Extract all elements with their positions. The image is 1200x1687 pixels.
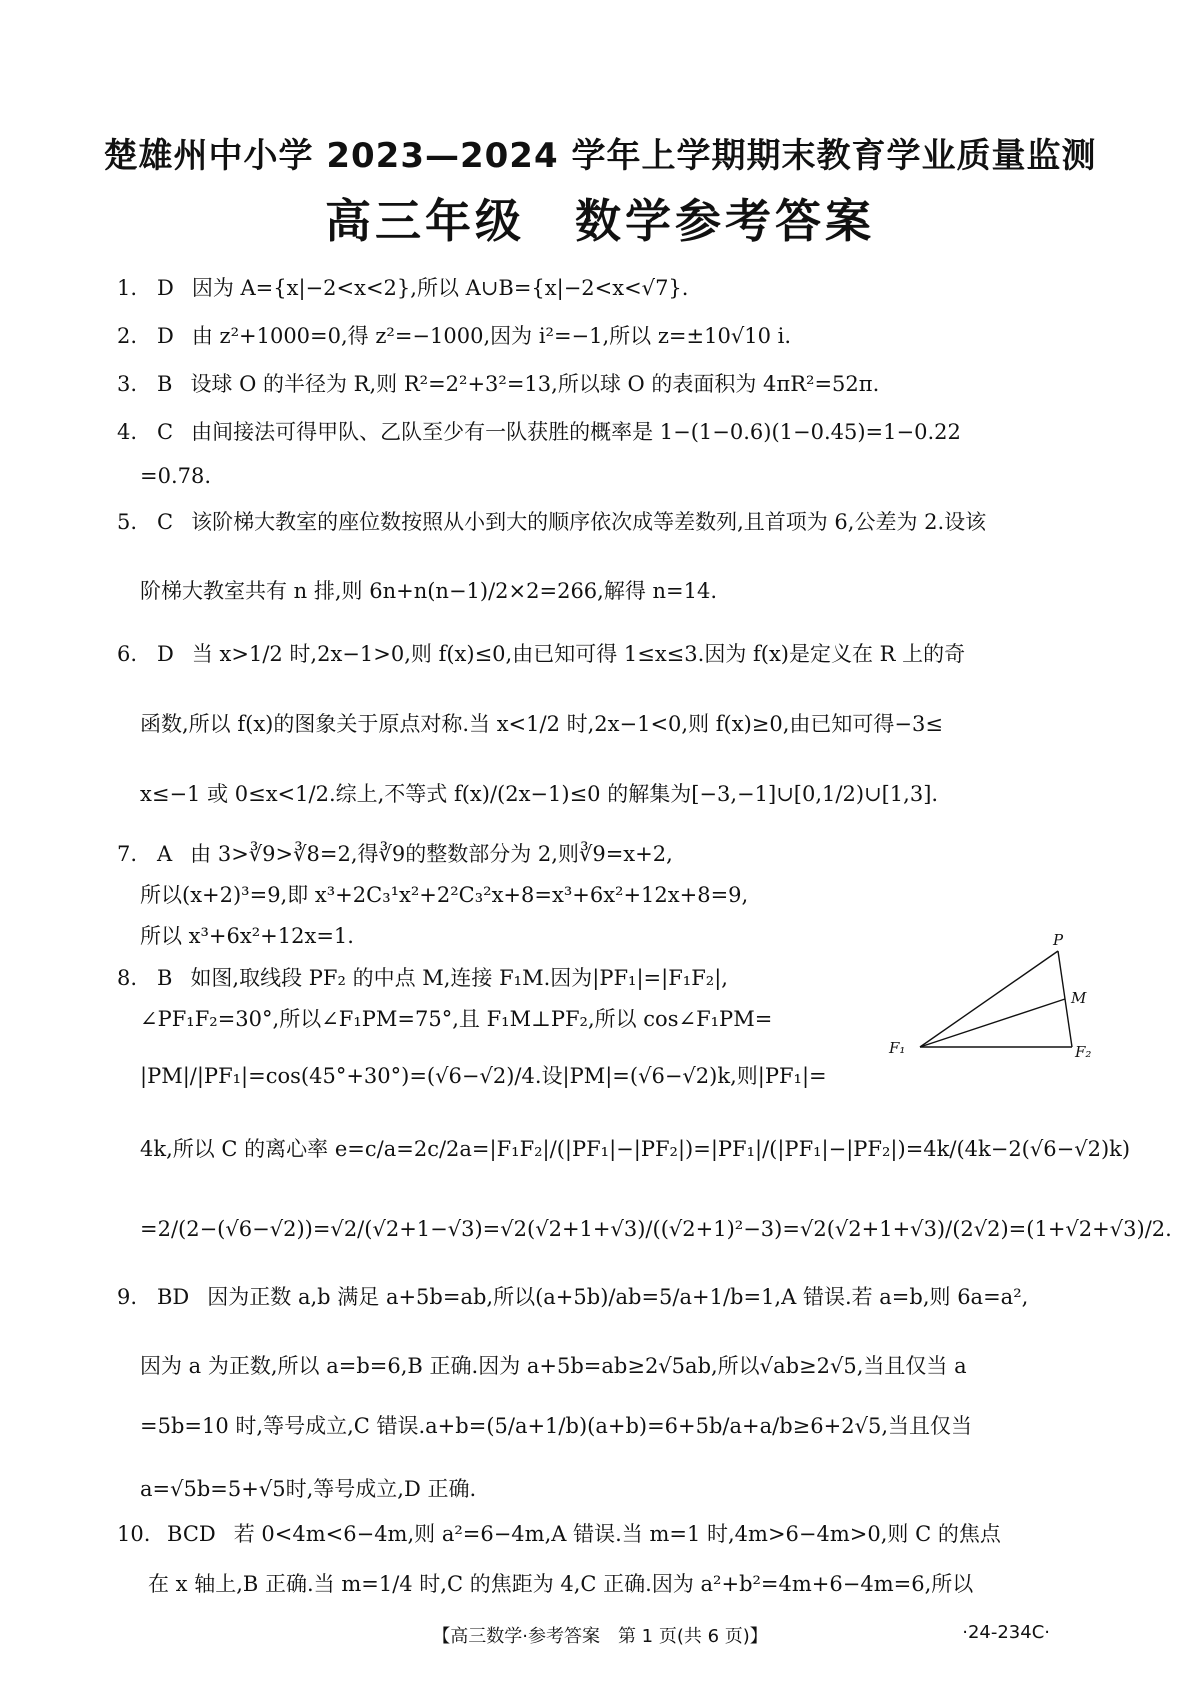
- answer-title: 高三年级 数学参考答案: [325, 194, 875, 248]
- segment-f1-m: [920, 999, 1065, 1047]
- answer-line: =5b=10 时,等号成立,C 错误.a+b=(5/a+1/b)(a+b)=6+5b/a+a/b≥6+2√5,当且仅当: [140, 1414, 972, 1438]
- footer-code: ·24-234C·: [962, 1622, 1050, 1643]
- answer-line: 所以 x³+6x²+12x=1.: [140, 924, 354, 948]
- answer-line: 3. B 设球 O 的半径为 R,则 R²=2²+3²=13,所以球 O 的表面积为 4πR²=52π.: [117, 372, 880, 396]
- segment-f1-p: [920, 951, 1058, 1047]
- label-f2: F₂: [1075, 1043, 1092, 1061]
- answer-line: =2/(2−(√6−√2))=√2/(√2+1−√3)=√2(√2+1+√3)/((√2+1)²−3)=√2(√2+1+√3)/(2√2)=(1+√2+√3)/2.: [140, 1217, 1172, 1241]
- answer-line: 1. D 因为 A={x|−2<x<2},所以 A∪B={x|−2<x<√7}.: [117, 276, 689, 300]
- answer-line: 2. D 由 z²+1000=0,得 z²=−1000,因为 i²=−1,所以 z=±10√10 i.: [117, 324, 791, 348]
- answer-line: 函数,所以 f(x)的图象关于原点对称.当 x<1/2 时,2x−1<0,则 f(x)≥0,由已知可得−3≤: [140, 712, 943, 736]
- answer-line: ∠PF₁F₂=30°,所以∠F₁PM=75°,且 F₁M⊥PF₂,所以 cos∠F₁PM=: [140, 1007, 773, 1031]
- answer-line: |PM|/|PF₁|=cos(45°+30°)=(√6−√2)/4.设|PM|=(√6−√2)k,则|PF₁|=: [140, 1064, 827, 1088]
- answer-line: 8. B 如图,取线段 PF₂ 的中点 M,连接 F₁M.因为|PF₁|=|F₁F₂|,: [117, 966, 728, 990]
- answer-line: x≤−1 或 0≤x<1/2.综上,不等式 f(x)/(2x−1)≤0 的解集为[−3,−1]∪[0,1/2)∪[1,3].: [140, 782, 939, 806]
- exam-title: 楚雄州中小学 2023—2024 学年上学期期末教育学业质量监测: [103, 136, 1097, 176]
- answer-line: 因为 a 为正数,所以 a=b=6,B 正确.因为 a+5b=ab≥2√5ab,所以√ab≥2√5,当且仅当 a: [140, 1354, 967, 1378]
- answer-line: 阶梯大教室共有 n 排,则 6n+n(n−1)/2×2=266,解得 n=14.: [140, 579, 718, 603]
- answer-line: 4. C 由间接法可得甲队、乙队至少有一队获胜的概率是 1−(1−0.6)(1−0.45)=1−0.22: [117, 420, 961, 444]
- answer-line: 10. BCD 若 0<4m<6−4m,则 a²=6−4m,A 错误.当 m=1 时,4m>6−4m>0,则 C 的焦点: [117, 1522, 1001, 1546]
- answer-line: 7. A 由 3>∛9>∛8=2,得∛9的整数部分为 2,则∛9=x+2,: [117, 842, 673, 866]
- answer-line: 9. BD 因为正数 a,b 满足 a+5b=ab,所以(a+5b)/ab=5/a+1/b=1,A 错误.若 a=b,则 6a=a²,: [117, 1285, 1029, 1309]
- answer-line: 6. D 当 x>1/2 时,2x−1>0,则 f(x)≤0,由已知可得 1≤x≤3.因为 f(x)是定义在 R 上的奇: [117, 642, 966, 666]
- answer-line: 5. C 该阶梯大教室的座位数按照从小到大的顺序依次成等差数列,且首项为 6,公差为 2.设该: [117, 510, 987, 534]
- ellipse-triangle-figure: [885, 931, 1095, 1065]
- answer-line: 所以(x+2)³=9,即 x³+2C₃¹x²+2²C₃²x+8=x³+6x²+12x+8=9,: [140, 883, 749, 907]
- answer-line: a=√5b=5+√5时,等号成立,D 正确.: [140, 1477, 477, 1501]
- label-m: M: [1071, 989, 1087, 1007]
- answer-line: 在 x 轴上,B 正确.当 m=1/4 时,C 的焦距为 4,C 正确.因为 a²+b²=4m+6−4m=6,所以: [148, 1572, 974, 1596]
- label-f1: F₁: [889, 1039, 906, 1057]
- answer-line: 4k,所以 C 的离心率 e=c/a=2c/2a=|F₁F₂|/(|PF₁|−|PF₂|)=|PF₁|/(|PF₁|−|PF₂|)=4k/(4k−2(√6−√2)k): [140, 1137, 1131, 1161]
- footer-page-info: 【高三数学·参考答案 第 1 页(共 6 页)】: [432, 1626, 768, 1647]
- answer-line: =0.78.: [140, 464, 212, 488]
- label-p: P: [1053, 931, 1064, 949]
